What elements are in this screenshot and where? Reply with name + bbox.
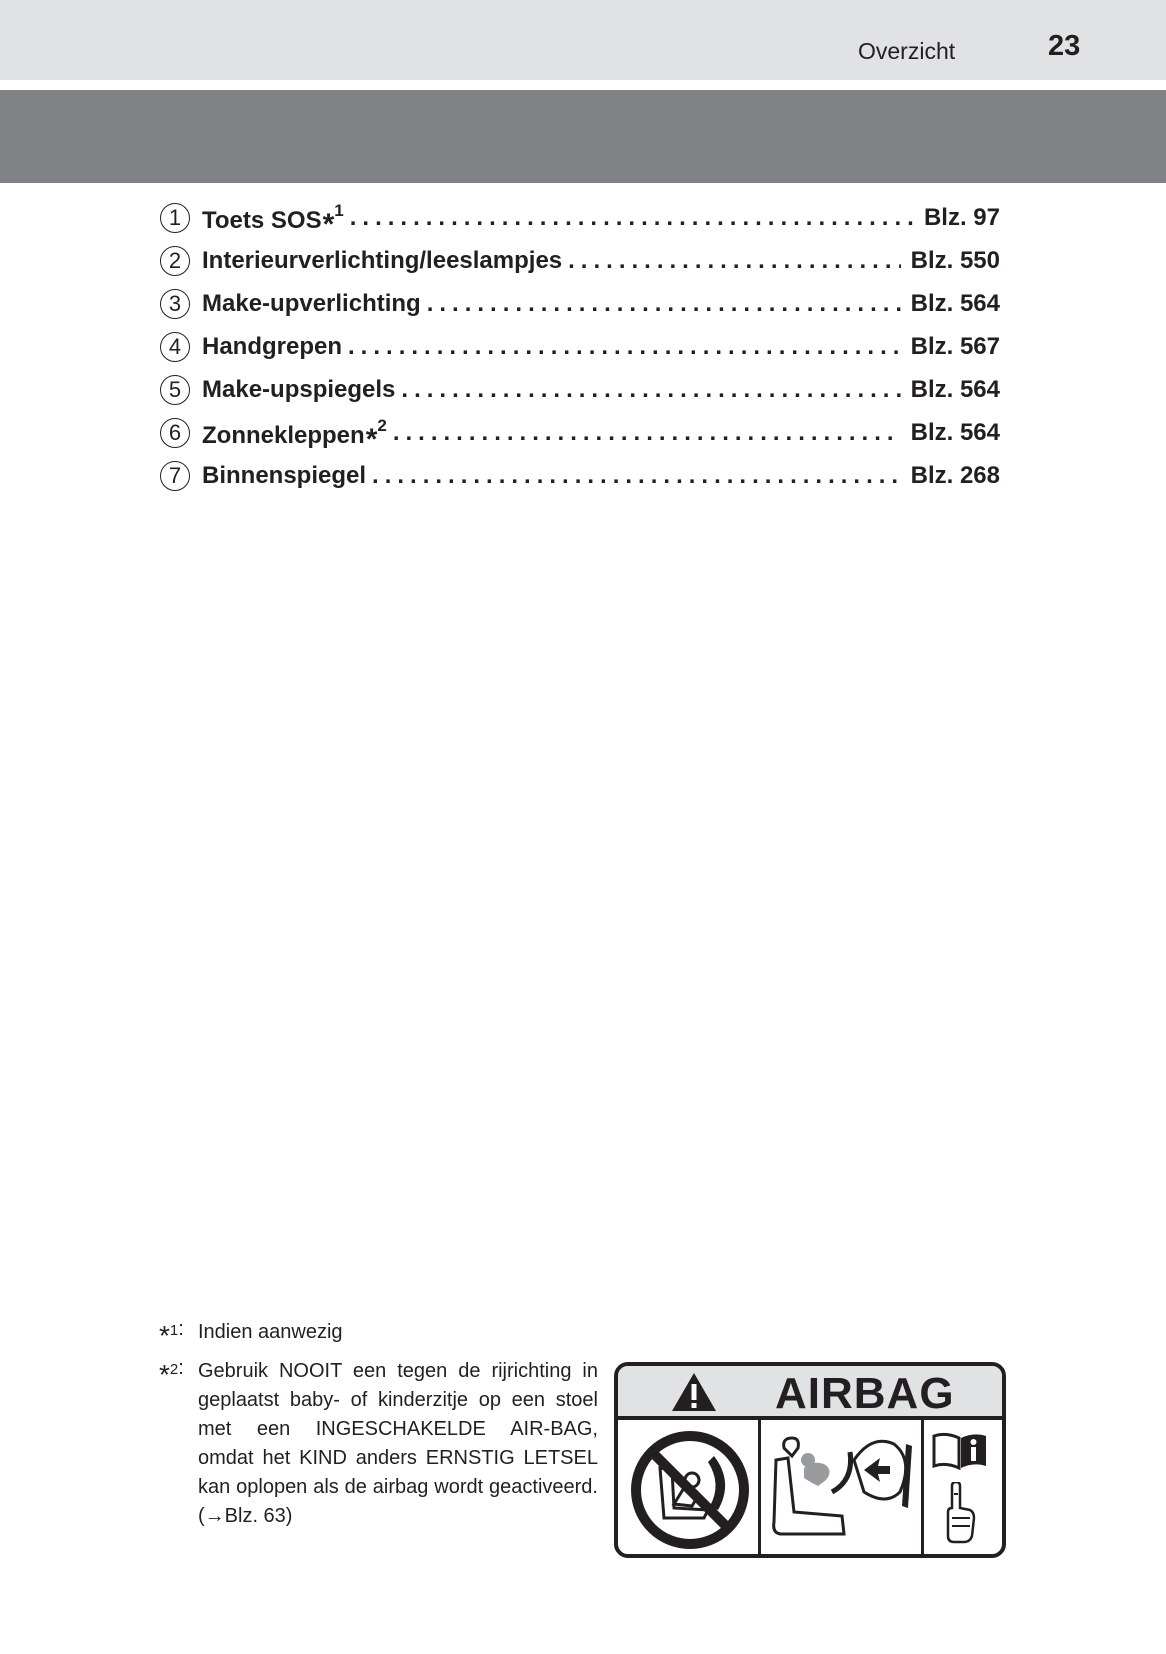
toc-entry[interactable] — [160, 454, 1000, 497]
footnote-number: 2 — [169, 1361, 179, 1378]
page-ref[interactable]: Blz. 567 — [910, 332, 1000, 360]
toc-label: Make-upverlichting — [202, 289, 421, 317]
toc-label: Binnenspiegel — [202, 461, 367, 489]
footnote-1: *1: Indien aanwezig — [158, 1318, 598, 1352]
toc-entry[interactable] — [160, 239, 1000, 282]
airbag-title: AIRBAG — [775, 1369, 955, 1418]
cell-divider — [921, 1420, 924, 1558]
page-ref[interactable]: Blz. 268 — [910, 461, 1000, 489]
illustration-bar — [0, 90, 1166, 183]
toc-entry[interactable] — [160, 325, 1000, 368]
header-band — [0, 0, 1166, 80]
page-ref[interactable]: Blz. 564 — [910, 418, 1000, 446]
page-ref[interactable]: Blz. 564 — [910, 375, 1000, 403]
dot-leader — [568, 247, 900, 275]
item-number: 2 — [160, 246, 190, 276]
footnote-2: *2: Gebruik NOOIT een tegen de rijrichting in geplaatst baby- of kinderzitje op een stoel met een INGESCHAKELDE AIR-BAG, omdat het KIND anders ERNSTIG LETSEL kan oplopen als de airbag wordt geactiveerd. (→Blz. 63) — [158, 1357, 598, 1537]
toc-entry[interactable] — [160, 282, 1000, 325]
item-number: 3 — [160, 289, 190, 319]
dot-leader — [401, 376, 900, 404]
dot-leader — [348, 333, 901, 361]
dot-leader — [427, 290, 901, 318]
toc-label: Interieurverlichting/leeslampjes — [202, 246, 563, 274]
toc-list — [160, 196, 1000, 497]
page-ref[interactable]: Blz. 564 — [910, 289, 1000, 317]
no-rear-facing-child-seat-icon — [626, 1426, 754, 1554]
dot-leader — [393, 419, 901, 447]
airbag-label-header — [618, 1366, 1002, 1420]
page-ref[interactable]: Blz. 97 — [923, 203, 1000, 231]
page-ref[interactable]: Blz. 550 — [910, 246, 1000, 274]
section-title: Overzicht — [858, 38, 956, 64]
item-number: 5 — [160, 375, 190, 405]
footnote-ref: 2 — [377, 415, 387, 435]
toc-label: Make-upspiegels — [202, 375, 396, 403]
cell-divider — [758, 1420, 761, 1558]
toc-entry[interactable] — [160, 196, 1000, 239]
toc-label: Zonnekleppen*$^2$ — [202, 415, 387, 456]
item-number: 7 — [160, 461, 190, 491]
dot-leader — [350, 204, 914, 232]
warning-triangle-icon — [670, 1371, 718, 1413]
footnote-ref: 1 — [334, 200, 344, 220]
item-number: 1 — [160, 203, 190, 233]
child-seat-airbag-impact-icon — [768, 1430, 914, 1550]
toc-label: Toets SOS*$^1$ — [202, 200, 344, 241]
toc-entry[interactable] — [160, 368, 1000, 411]
item-number: 6 — [160, 418, 190, 448]
airbag-warning-label — [614, 1362, 1006, 1558]
owner-manual-info-icon — [932, 1432, 988, 1470]
toc-label: Handgrepen — [202, 332, 343, 360]
dot-leader — [372, 462, 901, 490]
toc-entry[interactable] — [160, 411, 1000, 454]
footnote-text: Gebruik NOOIT een tegen de rijrichting in geplaatst baby- of kinderzitje op een stoel met een INGESCHAKELDE AIR-BAG, omdat het KIND anders ERNSTIG LETSEL kan oplopen als de airbag wordt geactiveerd. (→Blz. 63) — [198, 1360, 598, 1527]
finger-pointing-icon — [942, 1482, 976, 1544]
footnote-text: Indien aanwezig — [198, 1321, 343, 1343]
item-number: 4 — [160, 332, 190, 362]
footnote-number: 1 — [169, 1322, 179, 1339]
page-number: 23 — [1048, 30, 1081, 62]
